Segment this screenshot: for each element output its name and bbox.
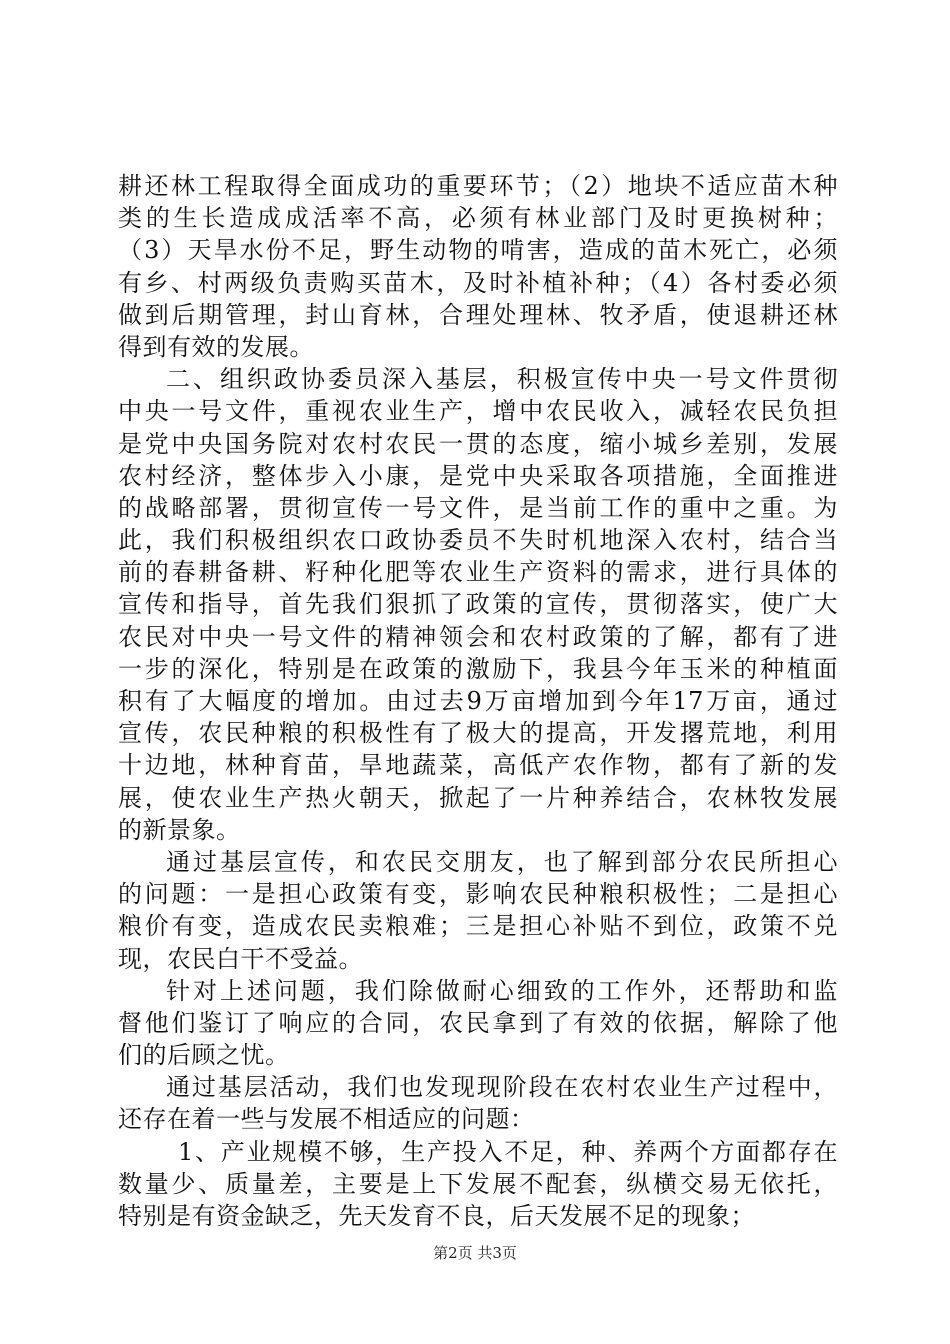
body-line: 一步的深化，特别是在政策的激励下，我县今年玉米的种植面 [118,654,838,683]
section-heading-line: 二、组织政协委员深入基层，积极宣传中央一号文件贯彻 [166,365,838,394]
body-line: 宣传和指导，首先我们狠抓了政策的宣传，贯彻落实，使广大 [118,590,838,619]
body-line: 农村经济，整体步入小康，是党中央采取各项措施，全面推进 [118,461,838,490]
body-line: 还存在着一些与发展不相适应的问题： [118,1105,535,1134]
paragraph-first-line: 通过基层宣传，和农民交朋友，也了解到部分农民所担心 [166,847,838,876]
body-line: 类的生长造成成活率不高，必须有林业部门及时更换树种； [118,204,838,233]
body-line: 是党中央国务院对农村农民一贯的态度，缩小城乡差别，发展 [118,429,838,458]
body-line: 督他们鉴订了响应的合同，农民拿到了有效的依据，解除了他 [118,1008,838,1037]
body-line: 粮价有变，造成农民卖粮难；三是担心补贴不到位，政策不兑 [118,912,838,941]
body-line: 们的后顾之忧。 [118,1041,290,1070]
body-line: 前的春耕备耕、籽种化肥等农业生产资料的需求，进行具体的 [118,558,838,587]
list-item-first-line: 1、产业规模不够，生产投入不足，种、养两个方面都存在 [178,1137,838,1166]
body-line: 的问题：一是担心政策有变，影响农民种粮积极性；二是担心 [118,880,838,909]
body-line: 此，我们积极组织农口政协委员不失时机地深入农村，结合当 [118,526,838,555]
document-body [118,170,838,1232]
paragraph-first-line: 针对上述问题，我们除做耐心细致的工作外，还帮助和监 [166,976,838,1005]
body-line: 现，农民白干不受益。 [118,944,363,973]
body-line: 耕还林工程取得全面成功的重要环节；（2）地块不适应苗木种 [118,172,838,200]
body-line: 的新景象。 [118,815,241,844]
body-line: 农民对中央一号文件的精神领会和农村政策的了解，都有了进 [118,622,838,651]
body-line: 的战略部署，贯彻宣传一号文件，是当前工作的重中之重。为 [118,493,838,522]
body-line: 十边地，林种育苗，旱地蔬菜，高低产农作物，都有了新的发 [118,751,838,780]
body-line: 中央一号文件，重视农业生产，增中农民收入，减轻农民负担 [118,397,838,426]
body-line: 得到有效的发展。 [118,332,314,361]
body-line: 有乡、村两级负责购买苗木，及时补植补种；（4）各村委必须 [118,268,838,297]
page-number: 第2页 共3页 [433,1244,517,1262]
body-line: 展，使农业生产热火朝天，掀起了一片种养结合，农林牧发展 [118,783,838,812]
body-line: （3）天旱水份不足，野生动物的啃害，造成的苗木死亡，必须 [118,236,838,265]
body-line: 积有了大幅度的增加。由过去9万亩增加到今年17万亩，通过 [118,687,838,715]
body-line: 数量少、质量差，主要是上下发展不配套，纵横交易无依托， [118,1169,838,1198]
body-line: 做到后期管理，封山育林，合理处理林、牧矛盾，使退耕还林 [118,300,838,329]
page-footer [0,1243,950,1263]
body-line: 宣传，农民种粮的积极性有了极大的提高，开发撂荒地，利用 [118,719,838,748]
paragraph-first-line: 通过基层活动，我们也发现现阶段在农村农业生产过程中， [166,1073,838,1102]
body-line: 特别是有资金缺乏，先天发育不良，后天发展不足的现象； [118,1202,755,1230]
